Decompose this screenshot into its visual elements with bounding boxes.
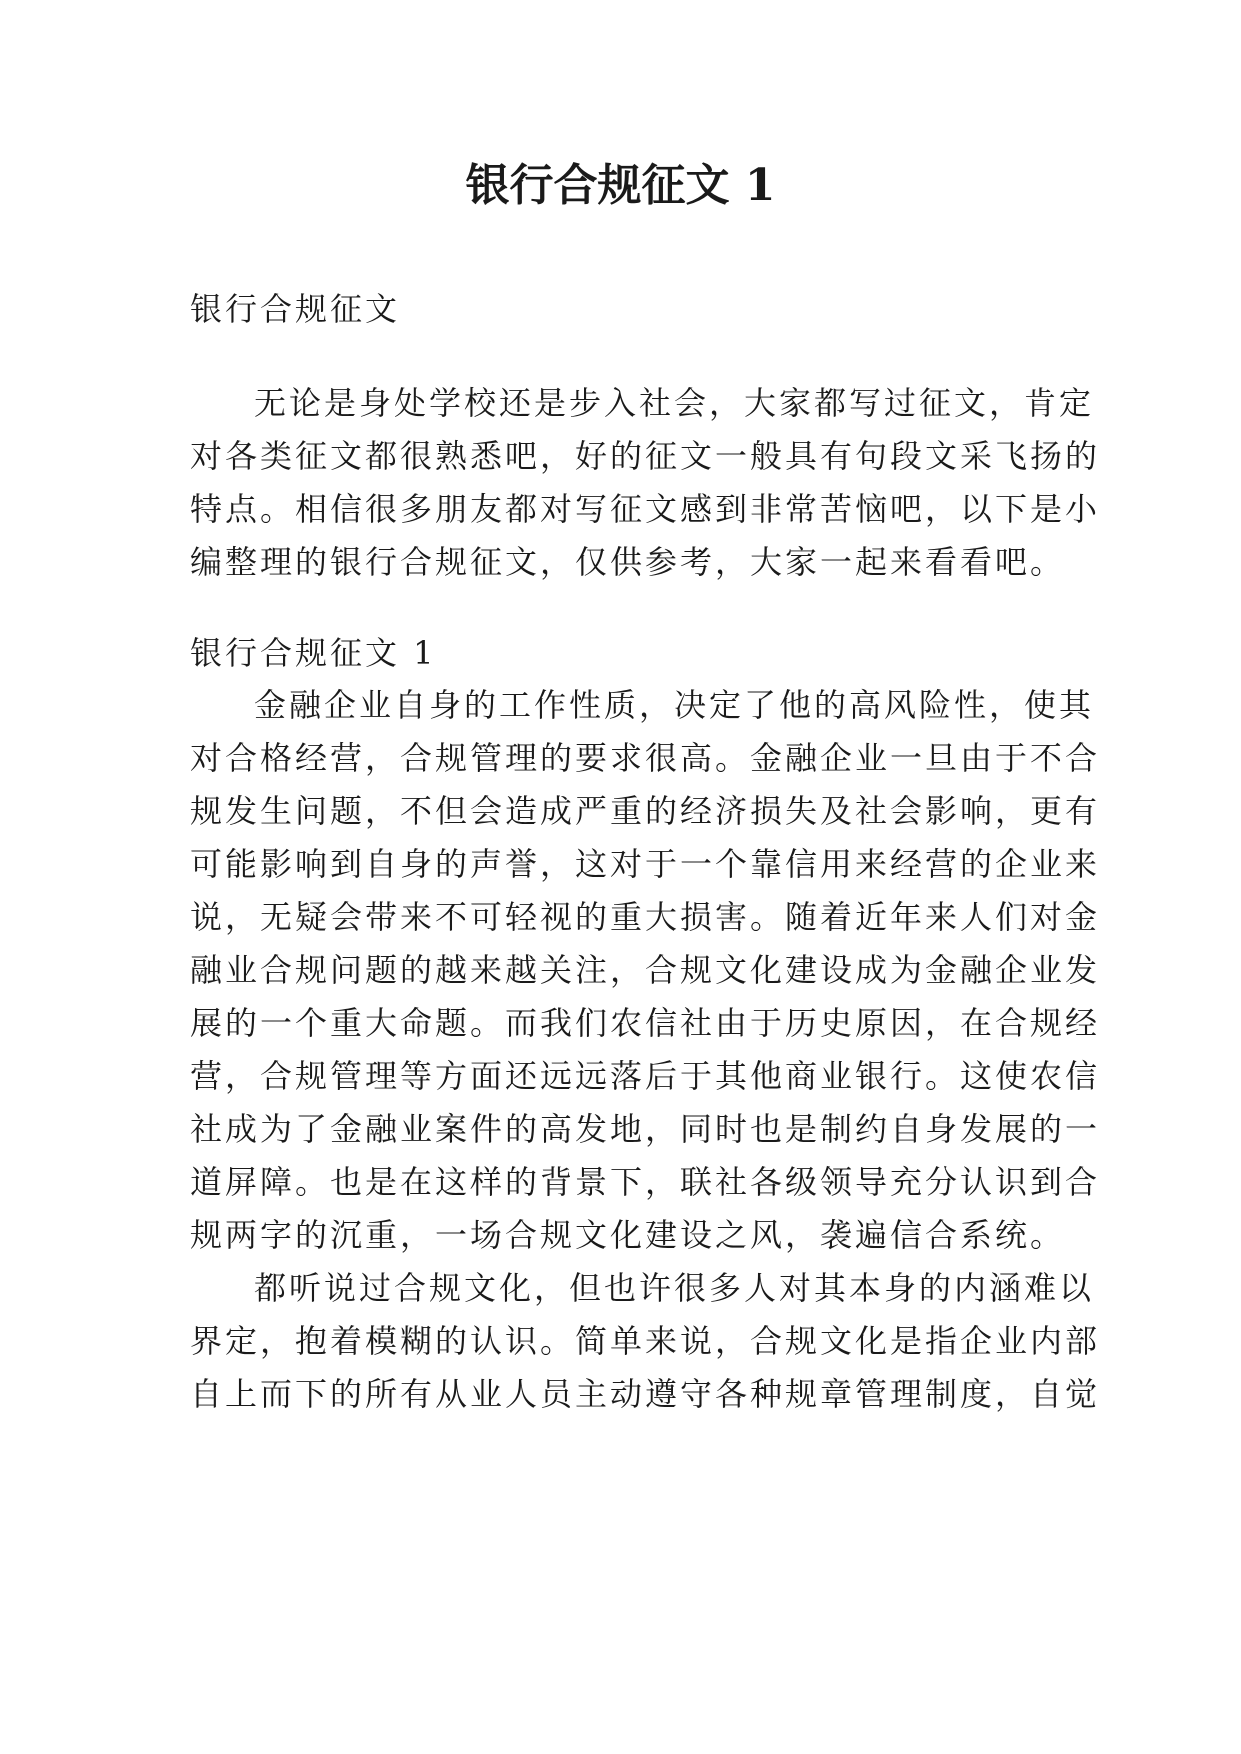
paragraph-line: 融业合规问题的越来越关注，合规文化建设成为金融企业发 [190, 951, 1101, 989]
paragraph-line: 都听说过合规文化，但也许很多人对其本身的内涵难以 [254, 1269, 1095, 1307]
section-heading: 银行合规征文 1 [190, 634, 437, 672]
subheading: 银行合规征文 [190, 290, 401, 328]
document-title: 银行合规征文 1 [465, 160, 776, 211]
paragraph-line: 可能影响到自身的声誉，这对于一个靠信用来经营的企业来 [190, 845, 1101, 883]
paragraph-line: 自上而下的所有从业人员主动遵守各种规章管理制度，自觉 [190, 1375, 1101, 1413]
intro-line: 特点。相信很多朋友都对写征文感到非常苦恼吧，以下是小 [190, 490, 1101, 528]
paragraph-line: 金融企业自身的工作性质，决定了他的高风险性，使其 [254, 686, 1095, 724]
intro-line: 无论是身处学校还是步入社会，大家都写过征文，肯定 [254, 384, 1095, 422]
intro-line: 编整理的银行合规征文，仅供参考，大家一起来看看吧。 [190, 543, 1066, 581]
body-paragraph-2 [190, 1267, 1101, 1415]
paragraph-line: 道屏障。也是在这样的背景下，联社各级领导充分认识到合 [190, 1163, 1101, 1201]
intro-line: 对各类征文都很熟悉吧，好的征文一般具有句段文采飞扬的 [190, 437, 1101, 475]
paragraph-line: 社成为了金融业案件的高发地，同时也是制约自身发展的一 [190, 1110, 1101, 1148]
paragraph-line: 对合格经营，合规管理的要求很高。金融企业一旦由于不合 [190, 739, 1101, 777]
paragraph-line: 规两字的沉重，一场合规文化建设之风，袭遍信合系统。 [190, 1216, 1066, 1254]
paragraph-line: 说，无疑会带来不可轻视的重大损害。随着近年来人们对金 [190, 898, 1101, 936]
intro-paragraph [190, 382, 1101, 583]
body-paragraph-1 [190, 684, 1101, 1256]
paragraph-line: 展的一个重大命题。而我们农信社由于历史原因，在合规经 [190, 1004, 1101, 1042]
paragraph-line: 界定，抱着模糊的认识。简单来说，合规文化是指企业内部 [190, 1322, 1101, 1360]
document-body [190, 288, 1101, 1415]
paragraph-line: 营，合规管理等方面还远远落后于其他商业银行。这使农信 [190, 1057, 1101, 1095]
paragraph-line: 规发生问题，不但会造成严重的经济损失及社会影响，更有 [190, 792, 1101, 830]
